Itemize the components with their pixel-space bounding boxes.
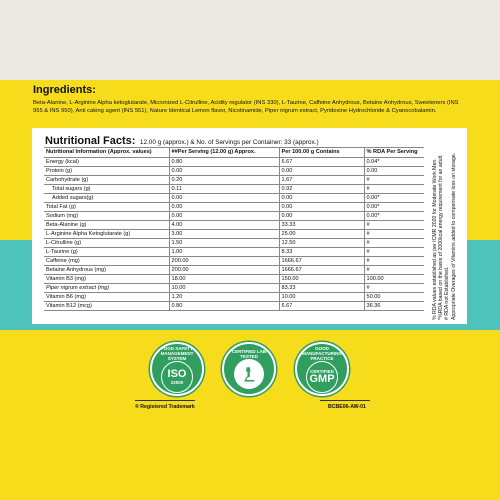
lab-tested-badge xyxy=(222,342,276,396)
per-100g-value: 8.33 xyxy=(279,248,364,257)
header-per-serving: ##Per Serving (12.00 g) Approx. xyxy=(169,148,279,158)
rda-value: # xyxy=(364,248,424,257)
table-header-row xyxy=(44,148,424,158)
per-100g-value: 6.67 xyxy=(279,302,364,311)
per-serving-value: 10.00 xyxy=(169,284,279,293)
table-row xyxy=(44,221,424,230)
nutrient-name: Energy (kcal) xyxy=(44,158,169,167)
per-serving-value: 0.11 xyxy=(169,185,279,194)
per-100g-value: 0.92 xyxy=(279,185,364,194)
header-rda: % RDA Per Serving xyxy=(364,148,424,158)
table-row xyxy=(44,302,424,311)
rda-value: 0.00* xyxy=(364,212,424,221)
iso-inner xyxy=(161,361,193,393)
rda-value: 50.00 xyxy=(364,293,424,302)
table-row xyxy=(44,230,424,239)
nutrient-name: Sodium (mg) xyxy=(44,212,169,221)
microscope-icon xyxy=(234,359,264,389)
per-100g-value: 83.33 xyxy=(279,284,364,293)
table-row xyxy=(44,203,424,212)
trademark-note: ® Registered Trademark xyxy=(135,404,195,410)
nutrient-name: L-Citrulline (g) xyxy=(44,239,169,248)
per-100g-value: 150.00 xyxy=(279,275,364,284)
nutrient-name: Beta-Alanine (g) xyxy=(44,221,169,230)
rda-note: # RDA not Established. xyxy=(444,266,451,320)
nutrient-name: Piper nigrum extract (mg) xyxy=(44,284,169,293)
rda-value: # xyxy=(364,257,424,266)
per-serving-value: 1.20 xyxy=(169,293,279,302)
per-100g-value: 1.67 xyxy=(279,176,364,185)
rda-value: 0.00 xyxy=(364,167,424,176)
ingredients-title: Ingredients: xyxy=(33,84,96,96)
nutrient-name: Carbohydrate (g) xyxy=(44,176,169,185)
nutrient-name: Vitamin B3 (mg) xyxy=(44,275,169,284)
divider xyxy=(320,400,370,401)
table-row xyxy=(44,167,424,176)
nutrient-name: Total sugars (g) xyxy=(44,185,169,194)
nutrient-name: Protein (g) xyxy=(44,167,169,176)
iso-ring-text: FOOD SAFETY MANAGEMENT SYSTEM xyxy=(160,345,194,361)
per-serving-value: 0.80 xyxy=(169,158,279,167)
table-row xyxy=(44,266,424,275)
table-row xyxy=(44,158,424,167)
batch-code: BCBE06-AW-01 xyxy=(328,404,366,410)
rda-value: # xyxy=(364,221,424,230)
gmp-inner xyxy=(306,361,338,393)
per-100g-value: 6.67 xyxy=(279,158,364,167)
table-row xyxy=(44,284,424,293)
table-row xyxy=(44,239,424,248)
per-100g-value: 0.00 xyxy=(279,212,364,221)
ingredients-text: Beta-Alanine, L-Arginine Alpha ketoglutarate, Micronized L-Citrulline, Acidity regulator (INS 330), L-Taurine, Caffeine Anhydrous, Betaine Anhydrous, Sweeteners (INS 955 & INS 950), Anti caking agent (INS 551), Nature Identical Lemon flavor, Nicotinamide, Piper nigrum extract, Pyridoxine Hydrochloride & Cyanocobalamin. xyxy=(33,100,459,115)
rda-note: % RDA values established as per ICMR 2020 for Moderate Work Men. xyxy=(432,158,438,320)
rda-value: 100.00 xyxy=(364,275,424,284)
nutrition-title: Nutritional Facts: xyxy=(45,135,136,147)
rda-notes xyxy=(432,150,457,320)
gmp-label: GMP xyxy=(309,372,335,385)
rda-value: # xyxy=(364,239,424,248)
per-serving-value: 1.50 xyxy=(169,239,279,248)
nutrient-name: Vitamin B6 (mg) xyxy=(44,293,169,302)
per-100g-value: 25.00 xyxy=(279,230,364,239)
per-100g-value: 10.00 xyxy=(279,293,364,302)
nutrition-table xyxy=(44,147,424,311)
lab-ring-text: CERTIFIED LAB TESTED xyxy=(231,349,267,359)
table-row xyxy=(44,194,424,203)
rda-value: 0.00* xyxy=(364,203,424,212)
per-serving-value: 200.00 xyxy=(169,257,279,266)
per-100g-value: 1666.67 xyxy=(279,257,364,266)
table-row xyxy=(44,185,424,194)
rda-value: 0.00* xyxy=(364,194,424,203)
per-serving-value: 0.80 xyxy=(169,302,279,311)
gmp-badge xyxy=(295,342,349,396)
per-100g-value: 0.00 xyxy=(279,167,364,176)
serving-info: 12.00 g (approx.) & No. of Servings per Container: 33 (approx.) xyxy=(139,139,319,146)
per-serving-value: 200.00 xyxy=(169,266,279,275)
per-100g-value: 0.00 xyxy=(279,203,364,212)
nutrient-name: Added sugars(g) xyxy=(44,194,169,203)
per-serving-value: 0.00 xyxy=(169,167,279,176)
rda-value: # xyxy=(364,176,424,185)
nutrient-name: Betaine Anhydrous (mg) xyxy=(44,266,169,275)
top-background xyxy=(0,0,500,80)
header-per-100g: Per 100.00 g Contains xyxy=(279,148,364,158)
nutrient-name: L-Taurine (g) xyxy=(44,248,169,257)
per-serving-value: 0.20 xyxy=(169,176,279,185)
per-100g-value: 0.00 xyxy=(279,194,364,203)
table-row xyxy=(44,248,424,257)
iso-22000-badge xyxy=(150,342,204,396)
nutrient-name: Caffeine (mg) xyxy=(44,257,169,266)
per-serving-value: 0.00 xyxy=(169,203,279,212)
per-100g-value: 12.50 xyxy=(279,239,364,248)
nutrient-name: L-Arginine Alpha Ketoglutarate (g) xyxy=(44,230,169,239)
rda-value: 0.04* xyxy=(364,158,424,167)
per-serving-value: 4.00 xyxy=(169,221,279,230)
table-row xyxy=(44,293,424,302)
table-row xyxy=(44,212,424,221)
gmp-ring-text: GOOD MANUFACTURING PRACTICE xyxy=(302,345,342,361)
per-serving-value: 3.00 xyxy=(169,230,279,239)
header-nutritional-information: Nutritional Information (Approx. values) xyxy=(44,148,169,158)
per-100g-value: 1666.67 xyxy=(279,266,364,275)
per-100g-value: 33.33 xyxy=(279,221,364,230)
divider xyxy=(135,400,195,401)
rda-value: # xyxy=(364,185,424,194)
iso-number: 22000 xyxy=(170,379,184,385)
rda-note: Appropriate Overages of Vitamins added to compensate loss on storage. xyxy=(450,152,457,320)
per-serving-value: 0.00 xyxy=(169,194,279,203)
table-row xyxy=(44,275,424,284)
rda-value: # xyxy=(364,230,424,239)
nutrient-name: Vitamin B12 (mcg) xyxy=(44,302,169,311)
gmp-certified: CERTIFIED xyxy=(310,368,334,374)
per-serving-value: 1.00 xyxy=(169,248,279,257)
per-serving-value: 0.00 xyxy=(169,212,279,221)
nutrient-name: Total Fat (g) xyxy=(44,203,169,212)
rda-note: *%RDA based on the basis of 2000kcal energy requirement for an adult. xyxy=(438,154,445,320)
iso-label: ISO xyxy=(167,367,187,380)
table-row xyxy=(44,257,424,266)
per-serving-value: 18.00 xyxy=(169,275,279,284)
table-row xyxy=(44,176,424,185)
rda-value: 36.36 xyxy=(364,302,424,311)
rda-value: # xyxy=(364,284,424,293)
rda-value: # xyxy=(364,266,424,275)
